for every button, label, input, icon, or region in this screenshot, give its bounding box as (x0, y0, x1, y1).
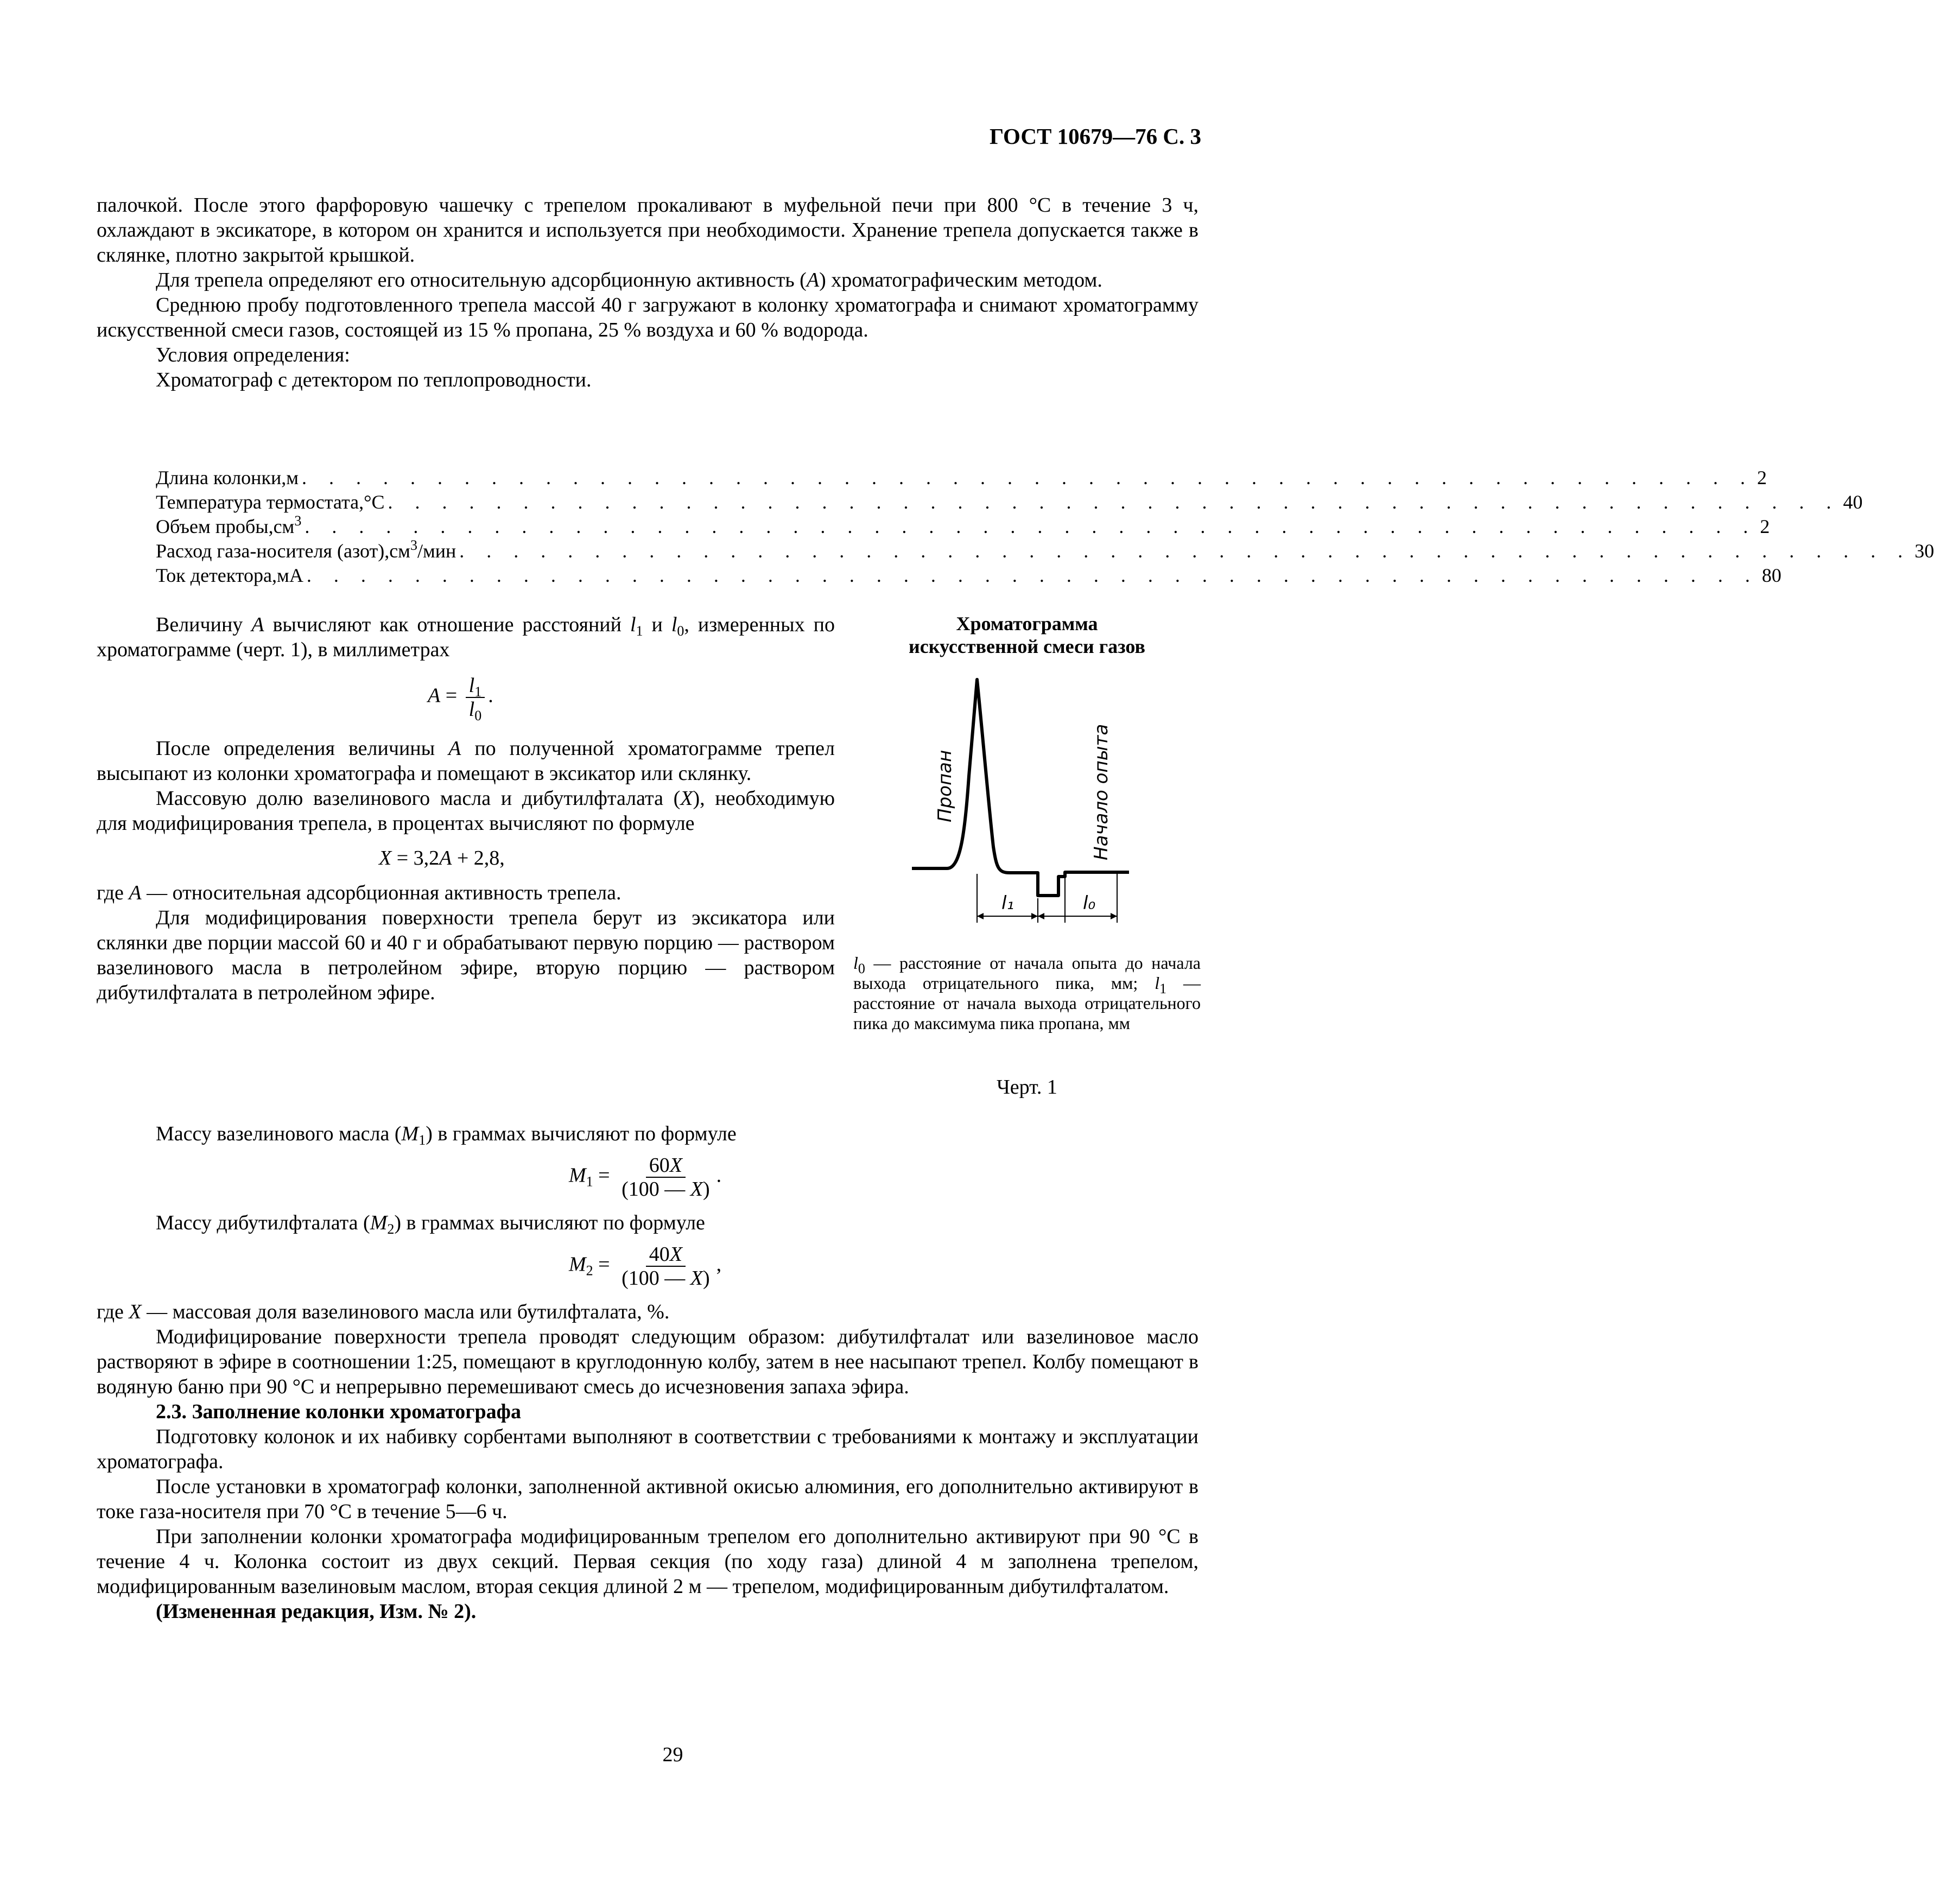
paragraph: Для трепела определяют его относительную адсорбционную активность (A) хроматографическим методом. (156, 269, 1102, 291)
paragraph: Массу дибутилфталата $(M_2)$ в граммах вычисляют по формуле (156, 1211, 705, 1237)
conditions-list (156, 466, 1934, 588)
paragraph: где X — массовая доля вазелинового масла или бутилфталата, %. (97, 1300, 670, 1323)
paragraph: Для модифицирования поверхности трепела берут из эксикатора или склянки две порции массой 60 и 40 г и обрабатывают первую порцию — раствором вазелинового масла в петролейном эфире, вторую порцию — раствором дибутилфталата в петролейном эфире. (97, 906, 835, 1004)
page-number: 29 (662, 1743, 683, 1766)
label-l0: l₀ (1083, 892, 1096, 914)
paragraph: Величину A вычисляют как отношение расстояний $l_1$ и $l_0$, измеренных по хроматограмме (черт. 1), в миллиметрах (97, 613, 835, 661)
paragraph: После установки в хроматограф колонки, заполненной активной окисью алюминия, его дополнительно активируют в токе газа-носителя при 70 °C в течение 5—6 ч. (97, 1475, 1199, 1523)
chromatogram (901, 668, 1172, 944)
formula-x: X = 3,2A + 2,8, (379, 847, 505, 870)
paragraph: Модифицирование поверхности трепела проводят следующим образом: дибутилфталат или вазелиновое масло растворяют в эфире в соотношении 1:25, помещают в круглодонную колбу, затем в нее насыпают трепел. Колбу помещают в водяную баню при 90 °C и непрерывно перемешивают смесь до исчезновения запаха эфира. (97, 1325, 1199, 1398)
paragraph: палочкой. После этого фарфоровую чашечку с трепелом прокаливают в муфельной печи при 800 °C в течение 3 ч, охлаждают в эксикаторе, в котором он хранится и используется при необходимости. Хранение трепела допускается также в склянке, плотно закрытой крышкой. (97, 194, 1199, 266)
label-l1: l₁ (1001, 892, 1014, 914)
calc-column (97, 612, 835, 1005)
paragraph: где A — относительная адсорбционная активность трепела. (97, 881, 622, 904)
formula-m1: $M_1$ = $\frac{60X}{(100 — X)}$ . (569, 1154, 722, 1201)
paragraph: Среднюю пробу подготовленного трепела массой 40 г загружают в колонку хроматографа и снимают хроматограмму искусственной смеси газов, состоящей из 15 % пропана, 25 % воздуха и 60 % водорода. (97, 294, 1199, 341)
calc-continued (97, 1121, 1199, 1624)
paragraph: Подготовку колонок и их набивку сорбентами выполняют в соответствии с требованиями к монтажу и эксплуатации хроматографа. (97, 1425, 1199, 1473)
figure-title: Хроматограмма искусственной смеси газов (909, 613, 1145, 657)
figure-number: Черт. 1 (997, 1076, 1057, 1099)
amendment-note: (Измененная редакция, Изм. № 2). (156, 1600, 477, 1623)
paragraph: После определения величины A по полученной хроматограмме трепел высыпают из колонки хроматографа и помещают в эксикатор или склянку. (97, 737, 835, 785)
figure-caption: $l_0$ — расстояние от начала опыта до начала выхода отрицательного пика, мм; $l_1$ — расстояние от начала выхода отрицательного пика до максимума пика пропана, мм (853, 953, 1201, 1033)
condition-row: Температура термостата,°C . . . . . . . . . . . . . . . . . . . . . . . . . . . . . . . . . . . . . . . . . . . . . . . . . . . . . . 40 (156, 491, 1863, 513)
label-experiment-start: Начало опыта (1090, 723, 1112, 860)
condition-row: Объем $пробы,см^3$ . . . . . . . . . . . . . . . . . . . . . . . . . . . . . . . . . . . . . . . . . . . . . . . . . . . . . . 2 (156, 513, 1770, 537)
condition-row: Расход газа-носителя $(азот),см^3$/мин . . . . . . . . . . . . . . . . . . . . . . . . . . . . . . . . . . . . . . . . . . . . . . . . . . . . . . 30 (156, 537, 1934, 562)
formula-m2: $M_2$ = $\frac{40X}{(100 — X)}$ , (569, 1243, 722, 1290)
paragraph: Массу вазелинового масла $(M_1)$ в граммах вычисляют по формуле (156, 1122, 737, 1148)
condition-row: Ток детектора,мА . . . . . . . . . . . . . . . . . . . . . . . . . . . . . . . . . . . . . . . . . . . . . . . . . . . . . . 80 (156, 564, 1781, 586)
label-propane: Пропан (934, 750, 956, 822)
paragraph: Массовую долю вазелинового масла и дибутилфталата (X), необходимую для модифицирования трепела, в процентах вычисляют по формуле (97, 787, 835, 835)
paragraph: При заполнении колонки хроматографа модифицированным трепелом его дополнительно активируют при 90 °C в течение 4 ч. Колонка состоит из двух секций. Первая секция (по ходу газа) длиной 4 м заполнена трепелом, модифицированным вазелиновым маслом, вторая секция длиной 2 м — трепелом, модифицированным дибутилфталатом. (97, 1525, 1199, 1598)
section-heading: 2.3. Заполнение колонки хроматографа (156, 1400, 521, 1423)
figure-1 (853, 612, 1201, 658)
intro-section (97, 193, 1199, 392)
formula-a: A = $\frac{l_1}{l_0}$ . (428, 674, 493, 723)
paragraph: Условия определения: (156, 344, 350, 366)
paragraph: Хроматограф с детектором по теплопроводности. (156, 369, 592, 391)
condition-row: Длина колонки,м . . . . . . . . . . . . . . . . . . . . . . . . . . . . . . . . . . . . . . . . . . . . . . . . . . . . . . 2 (156, 467, 1767, 488)
page-header: ГОСТ 10679—76 С. 3 (989, 124, 1201, 149)
